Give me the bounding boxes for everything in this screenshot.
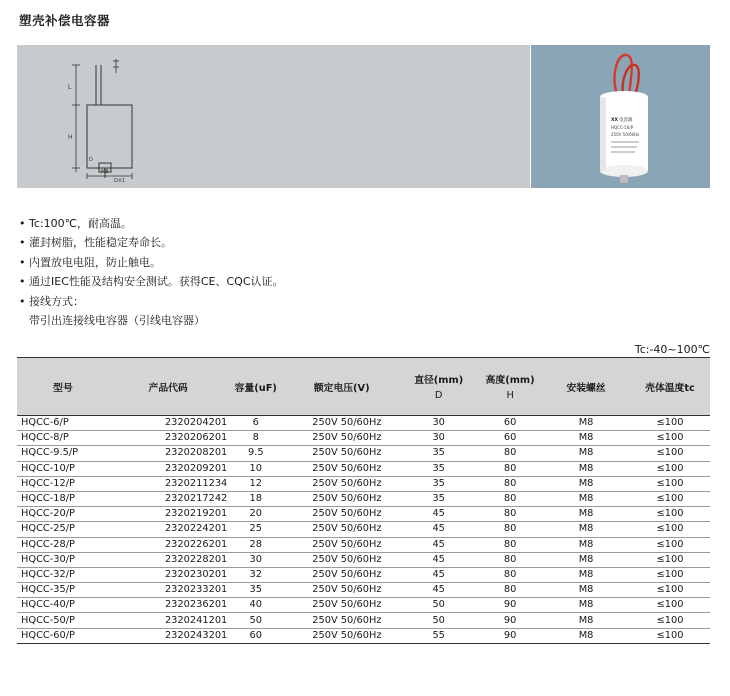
table-cell: 20: [227, 507, 284, 522]
table-cell: HQCC-20/P: [17, 507, 109, 522]
table-cell: 32: [227, 567, 284, 582]
table-cell: M8: [542, 461, 630, 476]
table-cell: 2320209201: [109, 461, 227, 476]
table-cell: HQCC-9.5/P: [17, 446, 109, 461]
table-row: [17, 522, 710, 537]
product-brand: XX: [611, 118, 618, 123]
table-cell: M8: [542, 491, 630, 506]
table-cell: 6: [227, 416, 284, 431]
table-cell: HQCC-35/P: [17, 583, 109, 598]
table-cell: 2320241201: [109, 613, 227, 628]
table-cell: 2320211234: [109, 476, 227, 491]
table-cell: 250V 50/60Hz: [284, 552, 399, 567]
table-cell: 250V 50/60Hz: [284, 628, 399, 643]
table-cell: ≤100: [630, 431, 710, 446]
table-cell: 12: [227, 476, 284, 491]
product-photo-panel: [531, 45, 710, 188]
page-title: 塑壳补偿电容器: [19, 13, 111, 28]
table-cell: 80: [478, 507, 542, 522]
feature-item: • 通过IEC性能及结构安全测试。获得CE、CQC认证。: [19, 275, 284, 289]
table-body: [17, 416, 710, 644]
table-row: [17, 507, 710, 522]
table-row: [17, 416, 710, 431]
product-name: 电容器: [619, 118, 633, 123]
feature-item: • Tc:100℃，耐高温。: [19, 217, 132, 230]
feature-item: • 接线方式：: [19, 294, 84, 308]
table-header-row: [17, 358, 710, 416]
table-cell: M8: [542, 552, 630, 567]
table-cell: M8: [542, 431, 630, 446]
table-cell: 60: [478, 416, 542, 431]
table-cell: 2320236201: [109, 598, 227, 613]
table-cell: 2320208201: [109, 446, 227, 461]
table-cell: 2320224201: [109, 522, 227, 537]
table-cell: 35: [227, 583, 284, 598]
table-cell: 30: [227, 552, 284, 567]
column-header: 额定电压(V): [284, 358, 399, 416]
table-cell: 28: [227, 537, 284, 552]
feature-list: [19, 214, 284, 330]
table-cell: 50: [399, 598, 478, 613]
table-row: [17, 613, 710, 628]
dimension-drawing: [17, 45, 530, 188]
table-cell: 45: [399, 537, 478, 552]
table-cell: 2320204201: [109, 416, 227, 431]
table-cell: HQCC-8/P: [17, 431, 109, 446]
table-cell: HQCC-50/P: [17, 613, 109, 628]
table-row: [17, 628, 710, 643]
column-header: 壳体温度tc: [630, 358, 710, 416]
table-row: [17, 583, 710, 598]
table-cell: HQCC-40/P: [17, 598, 109, 613]
table-cell: 80: [478, 522, 542, 537]
table-cell: 250V 50/60Hz: [284, 416, 399, 431]
table-cell: 35: [399, 491, 478, 506]
table-cell: M8: [542, 567, 630, 582]
table-cell: HQCC-18/P: [17, 491, 109, 506]
table-row: [17, 598, 710, 613]
table-row: [17, 446, 710, 461]
table-cell: 90: [478, 628, 542, 643]
table-cell: M8: [542, 507, 630, 522]
table-cell: M8: [542, 416, 630, 431]
table-cell: 18: [227, 491, 284, 506]
table-cell: ≤100: [630, 613, 710, 628]
table-cell: M8: [542, 583, 630, 598]
table-cell: 45: [399, 552, 478, 567]
table-cell: 45: [399, 507, 478, 522]
table-cell: HQCC-10/P: [17, 461, 109, 476]
table-cell: ≤100: [630, 476, 710, 491]
column-header: 型号: [17, 358, 109, 416]
table-row: [17, 552, 710, 567]
table-cell: 250V 50/60Hz: [284, 598, 399, 613]
feature-item: • 灌封树脂，性能稳定寿命长。: [19, 236, 172, 250]
dim-label-stud: M8: [101, 169, 109, 175]
table-cell: HQCC-6/P: [17, 416, 109, 431]
table-cell: ≤100: [630, 522, 710, 537]
column-header: 产品代码: [109, 358, 227, 416]
table-cell: 2320226201: [109, 537, 227, 552]
table-cell: ≤100: [630, 567, 710, 582]
table-cell: 90: [478, 598, 542, 613]
table-cell: 25: [227, 522, 284, 537]
dim-label-h: H: [68, 134, 73, 141]
table-cell: 2320228201: [109, 552, 227, 567]
table-cell: 2320217242: [109, 491, 227, 506]
table-cell: 80: [478, 476, 542, 491]
table-cell: ≤100: [630, 461, 710, 476]
table-row: [17, 537, 710, 552]
table-cell: 250V 50/60Hz: [284, 567, 399, 582]
table-cell: 2320219201: [109, 507, 227, 522]
table-cell: 2320233201: [109, 583, 227, 598]
table-cell: 35: [399, 461, 478, 476]
table-cell: 80: [478, 537, 542, 552]
table-cell: 250V 50/60Hz: [284, 476, 399, 491]
table-cell: 60: [227, 628, 284, 643]
table-cell: 250V 50/60Hz: [284, 461, 399, 476]
spec-table: [17, 357, 710, 644]
product-voltage: 250V 50/60Hz: [611, 132, 640, 137]
table-cell: 80: [478, 491, 542, 506]
table-cell: 60: [478, 431, 542, 446]
table-cell: 250V 50/60Hz: [284, 507, 399, 522]
table-cell: 250V 50/60Hz: [284, 522, 399, 537]
table-cell: 250V 50/60Hz: [284, 583, 399, 598]
table-cell: 80: [478, 446, 542, 461]
table-cell: 2320230201: [109, 567, 227, 582]
feature-sub-item: 带引出连接线电容器（引线电容器）: [29, 314, 205, 328]
product-model: HQCC-50/P: [611, 125, 634, 130]
table-cell: 2320243201: [109, 628, 227, 643]
column-header: 高度(mm) H: [478, 358, 542, 416]
table-cell: ≤100: [630, 507, 710, 522]
table-cell: M8: [542, 537, 630, 552]
product-banner: [17, 45, 710, 188]
table-cell: 9.5: [227, 446, 284, 461]
table-cell: HQCC-12/P: [17, 476, 109, 491]
table-cell: 2320206201: [109, 431, 227, 446]
capacitor-photo: [531, 45, 710, 188]
table-cell: ≤100: [630, 446, 710, 461]
table-cell: 250V 50/60Hz: [284, 491, 399, 506]
table-cell: 250V 50/60Hz: [284, 431, 399, 446]
table-cell: 80: [478, 461, 542, 476]
column-header: 安装螺丝: [542, 358, 630, 416]
table-cell: M8: [542, 446, 630, 461]
table-cell: M8: [542, 628, 630, 643]
table-cell: 45: [399, 567, 478, 582]
table-cell: 90: [478, 613, 542, 628]
table-row: [17, 491, 710, 506]
table-cell: HQCC-32/P: [17, 567, 109, 582]
table-cell: HQCC-30/P: [17, 552, 109, 567]
table-cell: 250V 50/60Hz: [284, 613, 399, 628]
table-cell: 35: [399, 476, 478, 491]
table-cell: M8: [542, 613, 630, 628]
column-header: 容量(uF): [227, 358, 284, 416]
table-row: [17, 431, 710, 446]
table-cell: 45: [399, 522, 478, 537]
table-cell: 80: [478, 567, 542, 582]
table-cell: ≤100: [630, 552, 710, 567]
temperature-note: Tc:-40~100℃: [634, 343, 710, 356]
table-cell: ≤100: [630, 628, 710, 643]
dim-label-diameter: D±1: [114, 178, 126, 184]
table-cell: ≤100: [630, 537, 710, 552]
table-cell: 45: [399, 583, 478, 598]
table-cell: 50: [399, 613, 478, 628]
table-cell: M8: [542, 598, 630, 613]
table-cell: 30: [399, 416, 478, 431]
table-cell: HQCC-28/P: [17, 537, 109, 552]
table-cell: ≤100: [630, 416, 710, 431]
column-header: 直径(mm) D: [399, 358, 478, 416]
table-cell: 50: [227, 613, 284, 628]
table-cell: ≤100: [630, 598, 710, 613]
table-cell: 80: [478, 583, 542, 598]
table-cell: 8: [227, 431, 284, 446]
table-row: [17, 476, 710, 491]
table-cell: 35: [399, 446, 478, 461]
table-cell: M8: [542, 476, 630, 491]
table-row: [17, 567, 710, 582]
dimension-drawing-panel: [17, 45, 530, 188]
table-cell: 250V 50/60Hz: [284, 537, 399, 552]
table-cell: ≤100: [630, 583, 710, 598]
dim-label-d: D: [89, 157, 93, 163]
table-cell: 80: [478, 552, 542, 567]
table-cell: 250V 50/60Hz: [284, 446, 399, 461]
table-cell: M8: [542, 522, 630, 537]
table-cell: 40: [227, 598, 284, 613]
feature-item: • 内置放电电阻，防止触电。: [19, 255, 161, 269]
table-cell: 10: [227, 461, 284, 476]
table-row: [17, 461, 710, 476]
table-cell: ≤100: [630, 491, 710, 506]
table-cell: 30: [399, 431, 478, 446]
table-cell: HQCC-60/P: [17, 628, 109, 643]
table-cell: 55: [399, 628, 478, 643]
dim-label-l: L: [68, 84, 72, 91]
table-cell: HQCC-25/P: [17, 522, 109, 537]
